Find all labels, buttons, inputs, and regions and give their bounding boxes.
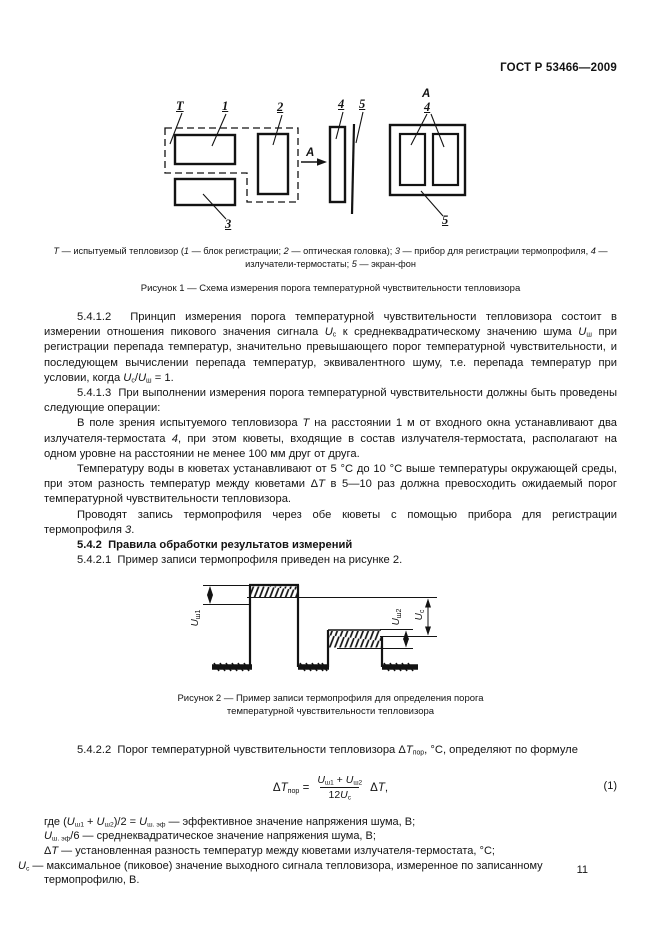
- fig1-legend: Т — испытуемый тепловизор (1 — блок регистрации; 2 — оптическая головка); 3 — прибор для регистрации термопрофиля, 4 — излучатели-термостаты; 5 — экран-фон: [53, 246, 608, 269]
- formula-number: (1): [603, 779, 617, 792]
- fig2-label-uc: $U_с$: [414, 610, 426, 621]
- fig1-label-1: 1: [222, 99, 229, 113]
- para-operations-3: Проводят запись термопрофиля через обе кюветы с помощью прибора для регистрации термопрофиля 3.: [44, 508, 617, 536]
- fig1-label-5: 5: [359, 97, 366, 111]
- fig1-label-4: 4: [338, 97, 345, 111]
- formula-denominator: $12U_с$: [320, 787, 359, 801]
- para-5-4-2-1: 5.4.2.1 Пример записи термопрофиля приведен на рисунке 2.: [77, 554, 403, 567]
- fig2-label-ush1: $U_{ш1}$: [190, 610, 202, 627]
- fig1-emitter-side: [330, 127, 345, 202]
- para-5-4-1-3: 5.4.1.3 При выполнении измерения порога температурной чувствительности должны быть проведены следующие операции:: [44, 387, 617, 415]
- definitions-block: [18, 815, 617, 888]
- fig1-screen-line: [352, 124, 354, 214]
- fig1-label-T: Т: [176, 99, 184, 113]
- fig1-label-view-A: А: [422, 88, 431, 100]
- para-5-4-1-2: 5.4.1.2 Принцип измерения порога температурной чувствительности тепловизора состоит в измерении отношения пикового значения сигнала $U_с$ к среднеквадратическому значению шума $U_ш$ при регистрации перепада температур, значительно превышающего порог температурной чувствительности, и последующем вычислении перепада температур, эквивалентного шуму, т.е. перепада температур при условии, когда $U_с/U_ш = 1$.: [44, 311, 617, 385]
- fig2-label-ush2: $U_{ш2}$: [391, 609, 403, 626]
- formula-fraction: [314, 774, 365, 801]
- fig2-drawing: [175, 577, 505, 679]
- figure1-schematic: [130, 87, 550, 237]
- formula-1: [44, 770, 617, 806]
- fig2-pulse1-noise: [251, 587, 298, 598]
- fig1-view-arrow-head: [317, 158, 327, 166]
- para-operations-2: Температуру воды в кюветах устанавливают от 5 °С до 10 °С выше температуры окружающей среды, при этом разность температур между кюветами ΔТ в 5—10 раз должна превосходить ожидаемый порог температурной чувствительности тепловизора.: [44, 463, 617, 506]
- fig1-block3: [175, 179, 235, 205]
- fig2-caption: Рисунок 2 — Пример записи термопрофиля для определения порога температурной чувствительности тепловизора: [177, 693, 484, 718]
- fig1-emitter-right: [433, 134, 458, 185]
- para-operations-1: В поле зрения испытуемого тепловизора Т на расстоянии 1 м от входного окна устанавливают два излучателя-термостата 4, при этом кюветы, входящие в состав излучателя-термостата, располагают на одном уровне на расстоянии не менее 100 мм друг от друга.: [44, 417, 618, 460]
- page-number: 11: [576, 864, 588, 876]
- fig1-block1: [175, 135, 235, 164]
- standard-number: ГОСТ Р 53466—2009: [500, 62, 617, 74]
- fig1-block2: [258, 134, 288, 194]
- definition-row: ΔT — установленная разность температур между кюветами излучателя-термостата, °С;: [44, 845, 495, 858]
- figure2-thermoprofile: [175, 577, 505, 679]
- formula-tail: ΔT,: [370, 781, 389, 794]
- fig1-label-3: 3: [225, 217, 232, 231]
- fig2-pulse2-noise: [329, 631, 381, 648]
- fig1-label-2: 2: [277, 100, 284, 114]
- fig1-label-arrow-A: А: [306, 147, 315, 159]
- formula-lhs: $\Delta T_{пор}$ =: [272, 781, 310, 795]
- fig1-label-4-right: 4: [424, 100, 431, 114]
- formula-numerator: $U_{ш1} + U_{ш2}$: [317, 774, 363, 787]
- fig1-caption: Рисунок 1 — Схема измерения порога температурной чувствительности тепловизора: [140, 283, 521, 294]
- heading-5-4-2: 5.4.2 Правила обработки результатов измерений: [77, 539, 353, 552]
- definition-row: где $(U_{ш1} + U_{ш2})/2 = U_{ш. эф}$ — эффективное значение напряжения шума, В;: [44, 815, 416, 829]
- definition-row: $U_с$ — максимальное (пиковое) значение выходного сигнала тепловизора, измеренное по записанному термопрофилю, В.: [18, 859, 543, 887]
- fig1-label-5-right: 5: [442, 213, 449, 227]
- body-text: [44, 310, 617, 568]
- para-5-4-2-2: 5.4.2.2 Порог температурной чувствительности тепловизора $\Delta T_{пор}$, °С, определяют по формуле: [77, 744, 578, 758]
- definition-row: $U_{ш. эф}/6$ — среднеквадратическое значение напряжения шума, В;: [44, 830, 376, 844]
